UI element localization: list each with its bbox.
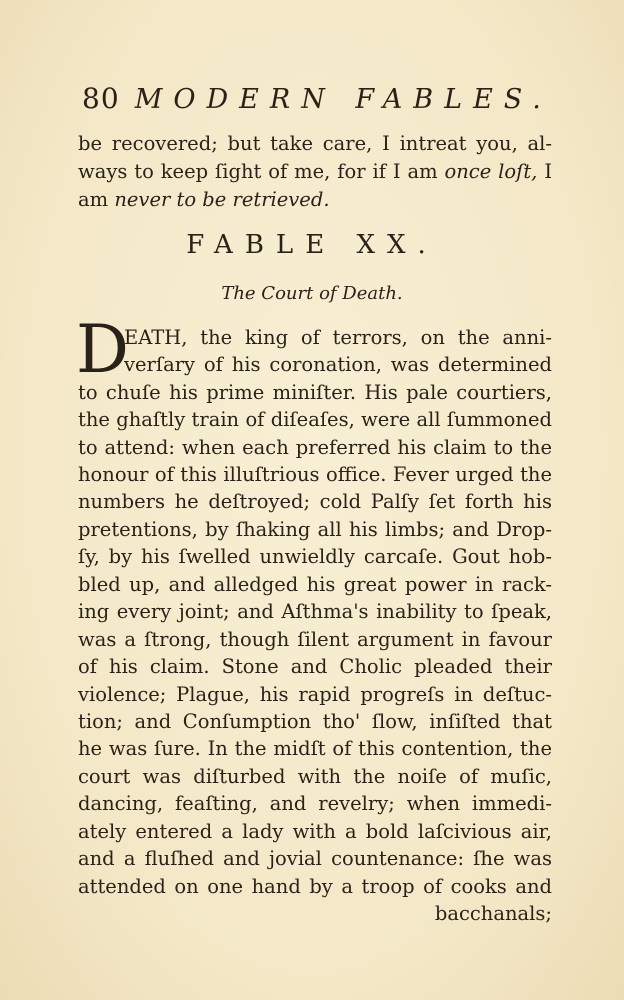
text-line: attended on one hand by a troop of cooks and [78, 875, 552, 898]
fable-subtitle: The Court of Death. [221, 283, 403, 304]
running-title: MODERN FABLES. [134, 84, 552, 115]
text-line: EATH, the king of terrors, on the anni- [124, 326, 552, 349]
text-line: numbers he deſtroyed; cold Palſy ſet forth his [78, 490, 552, 513]
text-line: ately entered a lady with a bold laſcivious air, [78, 820, 552, 843]
text-line: verſary of his coronation, was determined [124, 353, 552, 376]
text-line: was a ſtrong, though ſilent argument in favour [78, 628, 552, 651]
text-line: ways to keep ſight of me, for if I am once loſt, I [78, 160, 552, 183]
text-line: dancing, feaſting, and revelry; when immedi- [78, 792, 552, 815]
text-line: ſy, by his ſwelled unwieldly carcaſe. Gout hob- [78, 545, 552, 568]
text-line: be recovered; but take care, I intreat you, al- [78, 132, 552, 155]
text-line: am never to be retrieved. [78, 188, 330, 211]
text-line: honour of this illuſtrious office. Fever urged the [78, 463, 552, 486]
catchword: bacchanals; [434, 902, 552, 925]
page-number: 80 [82, 82, 120, 115]
text-line: to chuſe his prime miniſter. His pale courtiers, [78, 381, 552, 404]
text-line: and a fluſhed and jovial countenance: ſhe was [78, 847, 552, 870]
text-line: pretentions, by ſhaking all his limbs; and Drop- [78, 518, 552, 541]
text-line: court was diſturbed with the noiſe of muſic, [78, 765, 552, 788]
text-line: he was ſure. In the midſt of this contention, the [78, 737, 552, 760]
text-line: bled up, and alledged his great power in rack- [78, 573, 552, 596]
text-line: the ghaſtly train of diſeaſes, were all ſummoned [78, 408, 552, 431]
fable-heading: FABLE XX. [186, 230, 438, 260]
drop-cap: D [76, 311, 129, 388]
page-header [82, 82, 552, 118]
text-line: of his claim. Stone and Cholic pleaded their [78, 655, 552, 678]
text-line: to attend: when each preferred his claim to the [78, 436, 552, 459]
text-line: violence; Plague, his rapid progreſs in deſtuc- [78, 683, 552, 706]
text-line: tion; and Conſumption tho' ſlow, inſiſted that [78, 710, 552, 733]
text-line: ing every joint; and Aſthma's inability to ſpeak, [78, 600, 552, 623]
